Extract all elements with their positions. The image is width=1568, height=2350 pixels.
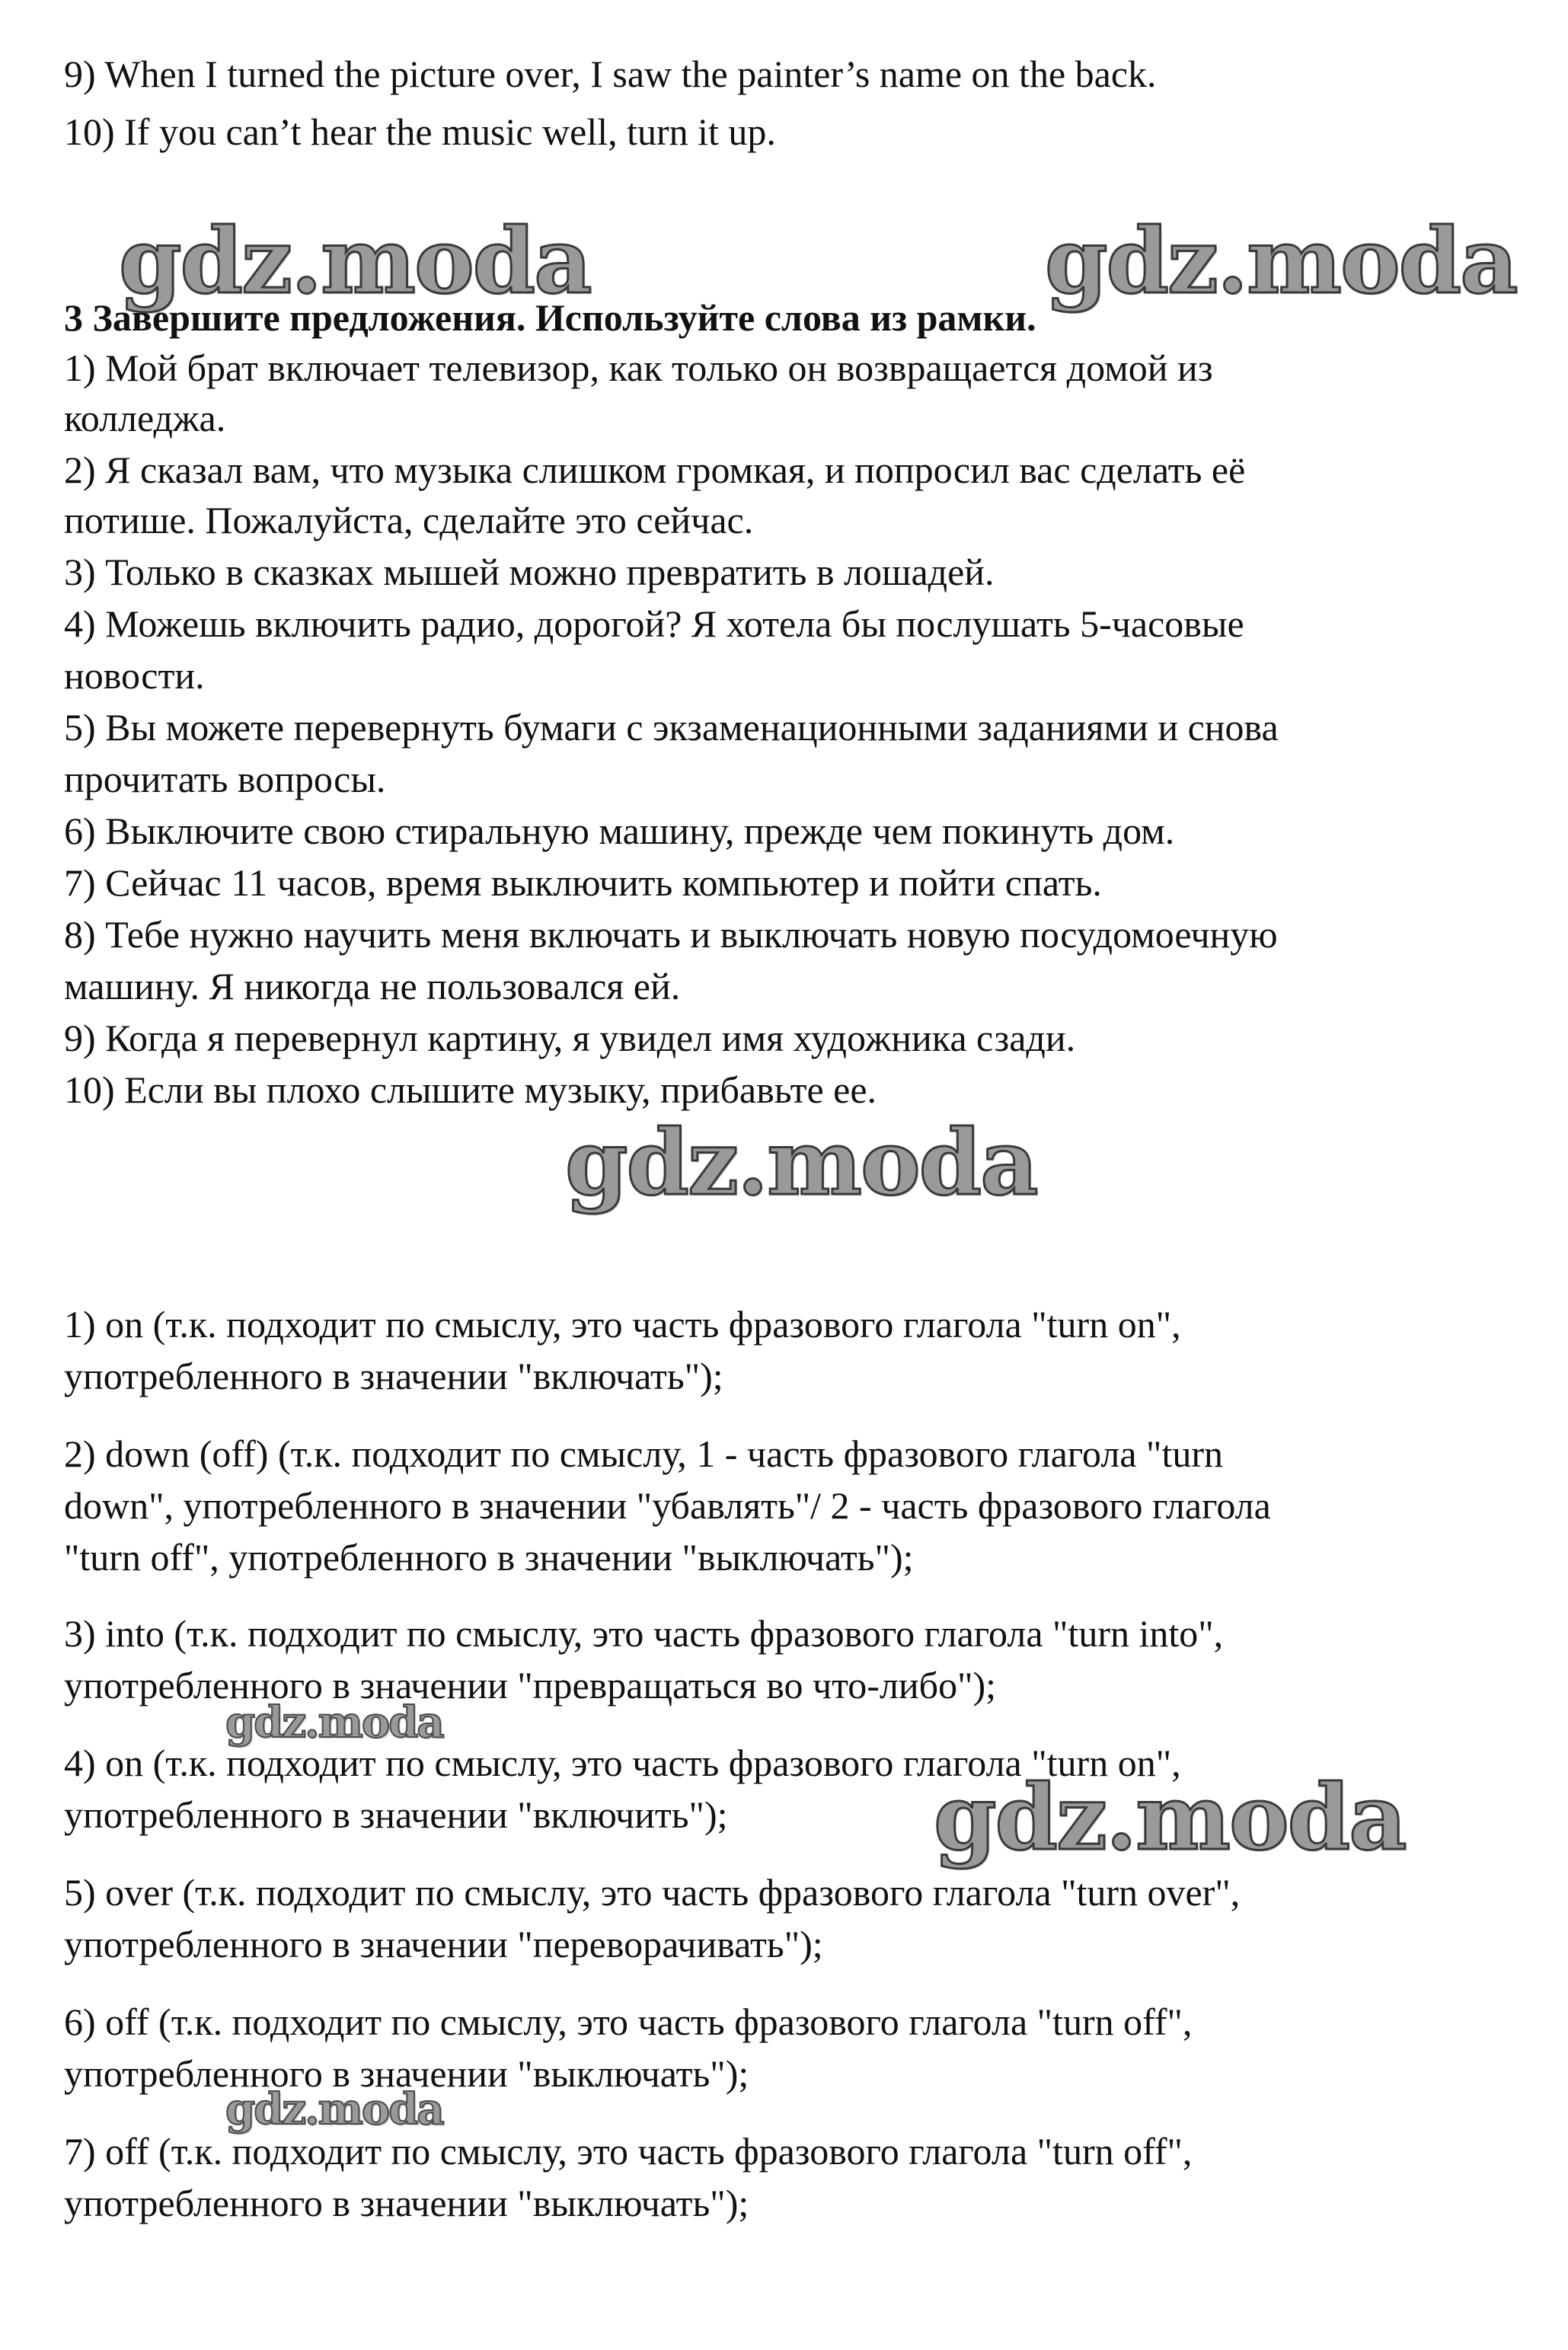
watermark-logo: gdz.moda <box>934 1764 1406 1870</box>
watermark-logo: gdz.moda <box>119 208 591 314</box>
answer-line: употребленного в значении "выключать"); <box>64 2052 749 2095</box>
translation-line: потише. Пожалуйста, сделайте это сейчас. <box>64 499 754 541</box>
answer-line: 1) on (т.к. подходит по смыслу, это часть фразового глагола "turn on", <box>64 1303 1181 1346</box>
watermark-logo: gdz.moda <box>1045 208 1517 314</box>
answer-line: 4) on (т.к. подходит по смыслу, это часть фразового глагола "turn on", <box>64 1742 1181 1784</box>
answer-line: 6) off (т.к. подходит по смыслу, это часть фразового глагола "turn off", <box>64 2000 1193 2043</box>
translation-line: 6) Выключите свою стиральную машину, прежде чем покинуть дом. <box>64 809 1175 852</box>
watermark-logo: gdz.moda <box>225 2084 443 2134</box>
watermark-logo: gdz.moda <box>225 1697 443 1748</box>
translation-line: 3) Только в сказках мышей можно превратить в лошадей. <box>64 551 995 593</box>
answer-line: 7) off (т.к. подходит по смыслу, это часть фразового глагола "turn off", <box>64 2130 1193 2173</box>
answer-line: 2) down (off) (т.к. подходит по смыслу, 1 - часть фразового глагола "turn <box>64 1432 1223 1475</box>
answer-line: употребленного в значении "выключать"); <box>64 2182 749 2224</box>
translation-line: 8) Тебе нужно научить меня включать и выключать новую посудомоечную <box>64 913 1278 956</box>
translation-line: 4) Можешь включить радио, дорогой? Я хотела бы послушать 5-часовые <box>64 602 1244 645</box>
answer-line: down", употребленного в значении "убавлять"/ 2 - часть фразового глагола <box>64 1484 1271 1527</box>
translation-line: 7) Сейчас 11 часов, время выключить компьютер и пойти спать. <box>64 861 1102 904</box>
english-sentence-10: 10) If you can’t hear the music well, turn it up. <box>64 110 776 153</box>
translation-line: 1) Мой брат включает телевизор, как только он возвращается домой из <box>64 346 1213 389</box>
answer-line: употребленного в значении "включать"); <box>64 1355 723 1397</box>
task-heading: 3 Завершите предложения. Используйте слова из рамки. <box>64 296 1036 339</box>
translation-line: 10) Если вы плохо слышите музыку, прибавьте ее. <box>64 1068 877 1111</box>
answer-line: "turn off", употребленного в значении "выключать"); <box>64 1536 914 1579</box>
answer-line: употребленного в значении "превращаться во что-либо"); <box>64 1664 997 1707</box>
answer-line: употребленного в значении "включить"); <box>64 1793 728 1836</box>
translation-line: колледжа. <box>64 397 226 439</box>
translation-line: 5) Вы можете перевернуть бумаги с экзаменационными заданиями и снова <box>64 706 1279 749</box>
answer-line: употребленного в значении "переворачивать"); <box>64 1923 823 1965</box>
watermark-logo: gdz.moda <box>565 1110 1037 1215</box>
translation-line: 9) Когда я перевернул картину, я увидел имя художника сзади. <box>64 1017 1076 1059</box>
answer-line: 3) into (т.к. подходит по смыслу, это часть фразового глагола "turn into", <box>64 1612 1224 1655</box>
english-sentence-9: 9) When I turned the picture over, I saw the painter’s name on the back. <box>64 53 1157 95</box>
answer-line: 5) over (т.к. подходит по смыслу, это часть фразового глагола "turn over", <box>64 1871 1241 1914</box>
translation-line: новости. <box>64 654 205 697</box>
translation-line: машину. Я никогда не пользовался ей. <box>64 965 681 1007</box>
translation-line: 2) Я сказал вам, что музыка слишком громкая, и попросил вас сделать её <box>64 449 1246 491</box>
translation-line: прочитать вопросы. <box>64 758 386 800</box>
